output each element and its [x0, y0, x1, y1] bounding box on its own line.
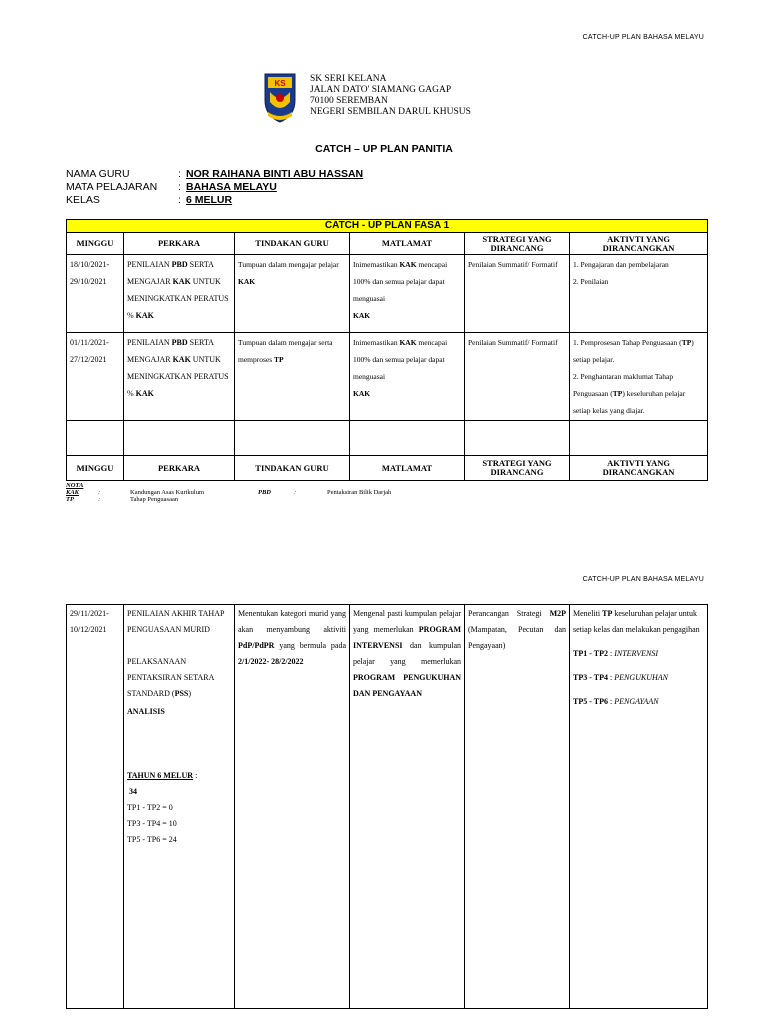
school-city: 70100 SEREMBAN: [310, 96, 388, 106]
table-row: [67, 255, 708, 333]
page-header-right: CATCH-UP PLAN BAHASA MELAYU: [582, 34, 704, 41]
school-address: [310, 74, 471, 118]
cell-strategi: Penilaian Summatif/ Formatif: [465, 255, 570, 333]
cell-aktiviti: Meneliti TP keseluruhan pelajar untuk setiap kelas dan melakukan pengagihan TP1 - TP2 : INTERVENSI TP3 - TP4 : PENGUKUHAN TP5 - TP6 : PENGAYAAN: [570, 605, 708, 1009]
nama-label: NAMA GURU: [66, 168, 130, 180]
nota-pbd-value: Pentaksiran Bilik Darjah: [327, 489, 392, 496]
header-strategi: STRATEGI YANG DIRANCANG: [465, 233, 570, 255]
mata-value: BAHASA MELAYU: [186, 181, 277, 193]
footer-aktiviti: AKTIVTI YANG DIRANCANGKAN: [570, 456, 708, 481]
school-crest-icon: [262, 70, 298, 126]
footer-minggu: MINGGU: [67, 456, 124, 481]
header-tindakan: TINDAKAN GURU: [235, 233, 350, 255]
header-aktiviti: AKTIVTI YANG DIRANCANGKAN: [570, 233, 708, 255]
svg-text:KS: KS: [274, 79, 286, 88]
nota-pbd-key: PBD: [258, 489, 271, 496]
colon: :: [98, 489, 101, 496]
cell-matlamat: Mengenal pasti kumpulan pelajar yang memerlukan PROGRAM INTERVENSI dan kumpulan pelajar yang memerlukan PROGRAM PENGUKUHAN DAN PENGAYAAN: [350, 605, 465, 1009]
page-header-right: CATCH-UP PLAN BAHASA MELAYU: [582, 576, 704, 583]
fasa-title: CATCH - UP PLAN FASA 1: [67, 220, 708, 233]
nota-kak-value: Kandungan Asas Kurikulum: [130, 489, 205, 496]
kelas-label: KELAS: [66, 194, 100, 206]
cell-minggu: 29/11/2021-10/12/2021: [67, 605, 124, 1009]
table-row: [67, 605, 708, 1009]
cell-tindakan: Menentukan kategori murid yang akan menyambung aktiviti PdP/PdPR yang bermula pada 2/1/2022- 28/2/2022: [235, 605, 350, 1009]
cell-strategi: Perancangan Strategi M2P (Mampatan, Pecutan dan Pengayaan): [465, 605, 570, 1009]
cell-tindakan: Tumpuan dalam mengajar serta memproses TP: [235, 333, 350, 421]
school-street: JALAN DATO' SIAMANG GAGAP: [310, 85, 452, 95]
cell-minggu: 18/10/2021-29/10/2021: [67, 255, 124, 333]
header-matlamat: MATLAMAT: [350, 233, 465, 255]
header-perkara: PERKARA: [124, 233, 235, 255]
nota-tp-key: TP: [66, 496, 74, 503]
nota-legend: [66, 482, 455, 503]
cell-tindakan: Tumpuan dalam mengajar pelajar KAK: [235, 255, 350, 333]
nota-tp-value: Tahap Penguasaan: [130, 496, 179, 503]
cell-matlamat: Inimemastikan KAK mencapai 100% dan semua pelajar dapat menguasai KAK: [350, 255, 465, 333]
mata-label: MATA PELAJARAN: [66, 181, 158, 193]
header-minggu: MINGGU: [67, 233, 124, 255]
cell-aktiviti: 1. Pengajaran dan pembelajaran 2. Penilaian: [570, 255, 708, 333]
cell-matlamat: Inimemastikan KAK mencapai 100% dan semua pelajar dapat menguasai KAK: [350, 333, 465, 421]
school-state: NEGERI SEMBILAN DARUL KHUSUS: [310, 107, 471, 117]
cell-aktiviti: 1. Pemprosesan Tahap Penguasaan (TP) setiap pelajar. 2. Penghantaran maklumat Tahap Penguasaan (TP) keseluruhan pelajar setiap kelas yang diajar.: [570, 333, 708, 421]
plan-title: CATCH – UP PLAN PANITIA: [315, 143, 453, 155]
school-name: SK SERI KELANA: [310, 74, 387, 84]
kelas-value: 6 MELUR: [186, 194, 233, 206]
plan-table-page2: [66, 604, 708, 1009]
colon: :: [178, 168, 181, 180]
colon: :: [294, 489, 297, 496]
cell-perkara: PENILAIAN PBD SERTA MENGAJAR KAK UNTUK MENINGKATKAN PERATUS % KAK: [124, 333, 235, 421]
colon: :: [178, 194, 181, 206]
teacher-info: [66, 168, 363, 207]
plan-table-fasa1: [66, 219, 708, 481]
footer-matlamat: MATLAMAT: [350, 456, 465, 481]
colon: :: [178, 181, 181, 193]
cell-strategi: Penilaian Summatif/ Formatif: [465, 333, 570, 421]
cell-perkara: PENILAIAN PBD SERTA MENGAJAR KAK UNTUK MENINGKATKAN PERATUS % KAK: [124, 255, 235, 333]
nota-title: NOTA: [66, 482, 84, 489]
table-row: [67, 333, 708, 421]
footer-strategi: STRATEGI YANG DIRANCANG: [465, 456, 570, 481]
nama-value: NOR RAIHANA BINTI ABU HASSAN: [186, 168, 364, 180]
colon: :: [98, 496, 101, 503]
footer-perkara: PERKARA: [124, 456, 235, 481]
nota-kak-key: KAK: [66, 489, 80, 496]
cell-perkara: PENILAIAN AKHIR TAHAP PENGUASAAN MURID PELAKSANAAN PENTAKSIRAN SETARA STANDARD (PSS) ANALISIS TAHUN 6 MELUR : 34 TP1 - TP2 = 0 TP3 - TP4 = 10 TP5 - TP6 = 24: [124, 605, 235, 1009]
footer-tindakan: TINDAKAN GURU: [235, 456, 350, 481]
cell-minggu: 01/11/2021-27/12/2021: [67, 333, 124, 421]
